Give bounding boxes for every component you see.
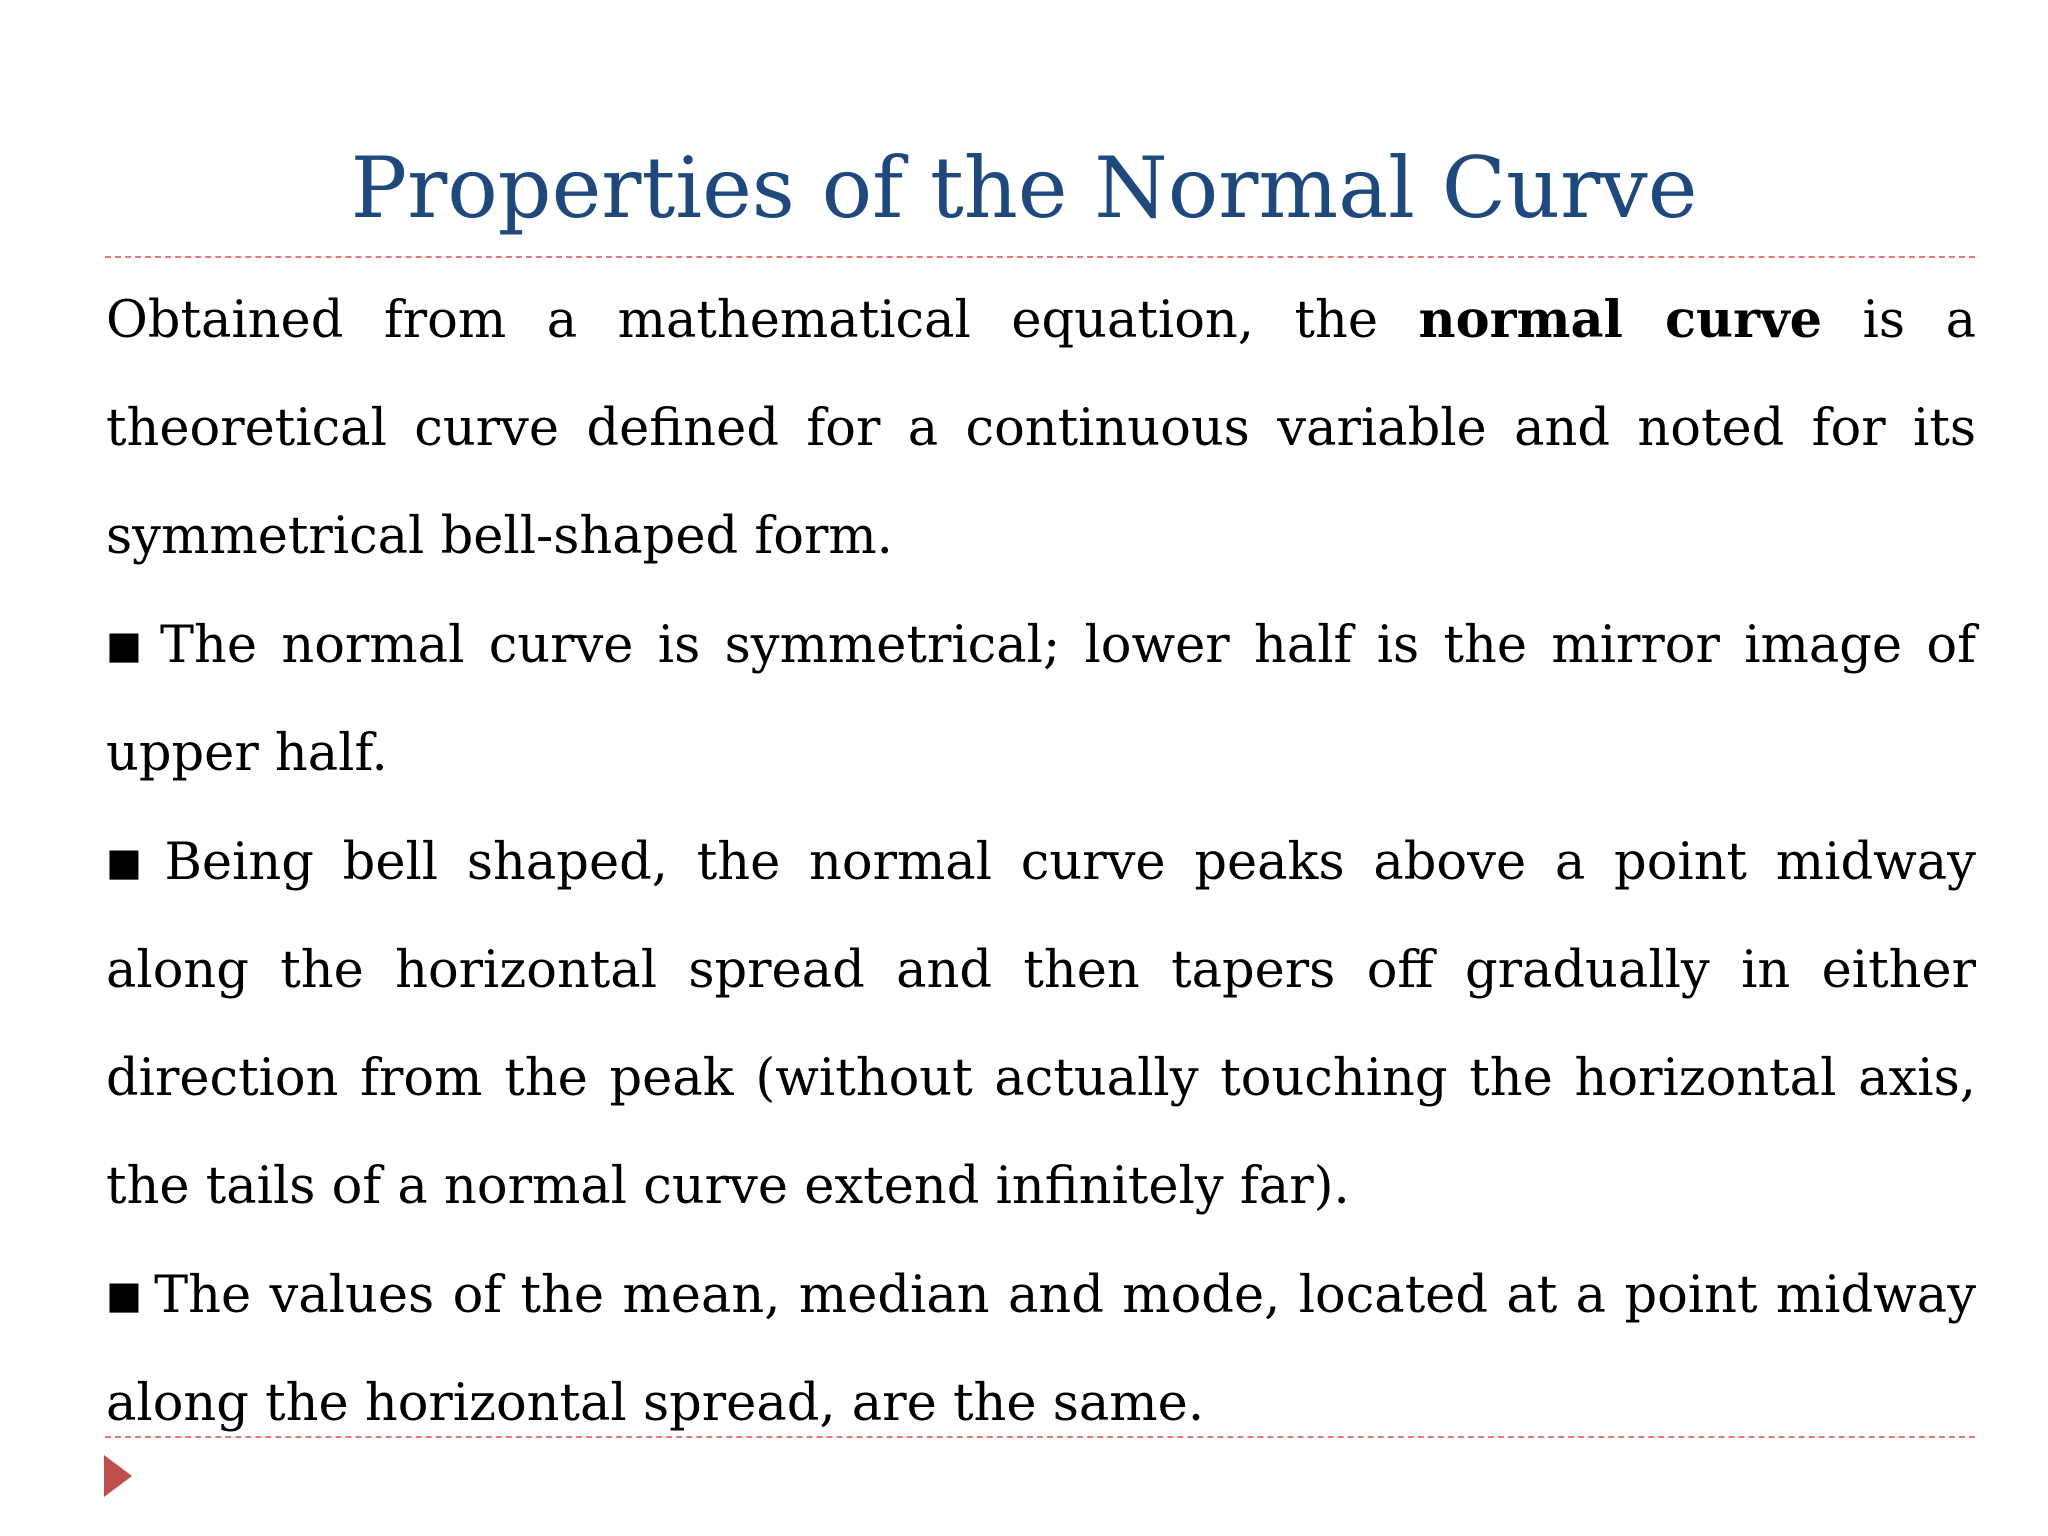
square-bullet-icon: ■ [106,1273,145,1317]
intro-text-after: is a theoretical curve defined for a continuous variable and noted for its symmetrical bell-shaped form. [106,291,1977,566]
bullet-text: Being bell shaped, the normal curve peaks above a point midway along the horizontal spread and then tapers off gradually in either direction from the peak (without actually touching the horizontal axis, the tails of a normal curve extend infinitely far). [106,833,1976,1216]
bullet-item-central-tendency [106,1241,1976,1458]
square-bullet-icon: ■ [106,840,155,884]
bullet-text: The values of the mean, median and mode, located at a point midway along the horizontal spread, are the same. [106,1266,1977,1433]
slide-title: Properties of the Normal Curve [350,139,1698,237]
top-divider [105,256,1975,258]
normal-curve-term: normal curve [1418,290,1823,350]
square-bullet-icon: ■ [106,623,151,667]
triangle-right-icon [104,1455,132,1497]
intro-paragraph [106,266,1976,591]
slide-body [106,266,1976,1458]
bullet-item-symmetry [106,591,1976,808]
intro-text-before: Obtained from a mathematical equation, the [106,291,1419,350]
bullet-text: The normal curve is symmetrical; lower half is the mirror image of upper half. [106,616,1977,783]
bottom-divider [105,1436,1975,1438]
bullet-item-bell-shape [106,808,1976,1241]
